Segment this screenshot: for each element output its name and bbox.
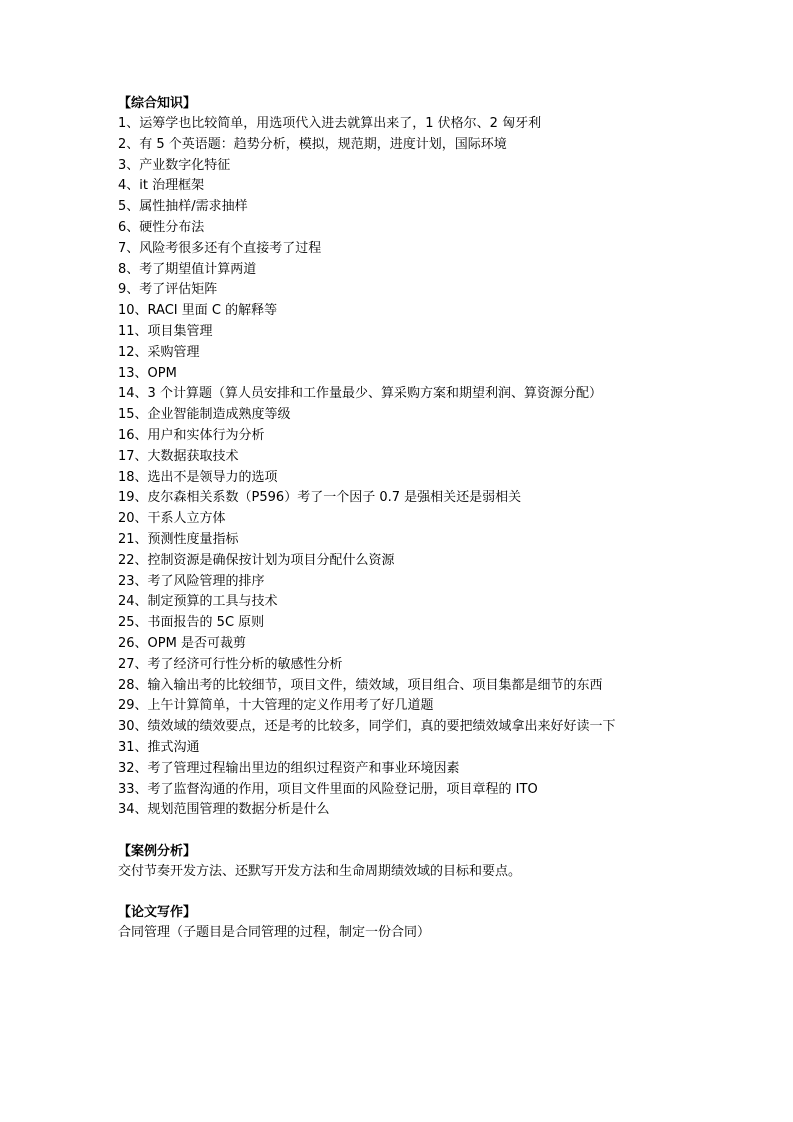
list-item: 2、有 5 个英语题：趋势分析，模拟，规范期，进度计划，国际环境: [118, 136, 507, 152]
list-item: 20、干系人立方体: [118, 511, 226, 527]
list-item: 31、推式沟通: [118, 739, 200, 755]
section-spacer: [118, 821, 758, 842]
list-item: 24、制定预算的工具与技术: [118, 594, 278, 610]
list-item: 17、大数据获取技术: [118, 448, 239, 464]
list-item: 23、考了风险管理的排序: [118, 573, 265, 589]
list-item: 7、风险考很多还有个直接考了过程: [118, 240, 322, 256]
list-item: 18、选出不是领导力的选项: [118, 469, 278, 485]
list-item: 30、绩效域的绩效要点，还是考的比较多，同学们，真的要把绩效域拿出来好好读一下: [118, 719, 616, 735]
list-item: 11、项目集管理: [118, 323, 213, 339]
essay-writing-text: 合同管理（子题目是合同管理的过程，制定一份合同）: [118, 925, 431, 941]
section-spacer: [118, 883, 758, 904]
list-item: 10、RACI 里面 C 的解释等: [118, 303, 278, 319]
document-page: [118, 94, 758, 944]
general-knowledge-list: [118, 114, 758, 821]
case-analysis-text: 交付节奏开发方法、还默写开发方法和生命周期绩效域的目标和要点。: [118, 863, 522, 879]
list-item: 25、书面报告的 5C 原则: [118, 615, 265, 631]
list-item: 28、输入输出考的比较细节，项目文件，绩效域，项目组合、项目集都是细节的东西: [118, 677, 603, 693]
section-heading-essay: 【论文写作】: [118, 905, 197, 921]
list-item: 1、运筹学也比较简单，用选项代入进去就算出来了，1 伏格尔、2 匈牙利: [118, 116, 542, 131]
list-item: 33、考了监督沟通的作用，项目文件里面的风险登记册，项目章程的 ITO: [118, 781, 538, 797]
list-item: 8、考了期望值计算两道: [118, 261, 257, 277]
list-item: 5、属性抽样/需求抽样: [118, 199, 248, 215]
list-item: 19、皮尔森相关系数（P596）考了一个因子 0.7 是强相关还是弱相关: [118, 490, 522, 506]
list-item: 16、用户和实体行为分析: [118, 427, 265, 443]
list-item: 4、it 治理框架: [118, 178, 205, 194]
list-item: 21、预测性度量指标: [118, 531, 239, 547]
list-item: 26、OPM 是否可裁剪: [118, 635, 246, 651]
list-item: 14、3 个计算题（算人员安排和工作量最少、算采购方案和期望利润、算资源分配）: [118, 386, 602, 402]
list-item: 9、考了评估矩阵: [118, 282, 218, 298]
list-item: 12、采购管理: [118, 344, 200, 360]
list-item: 15、企业智能制造成熟度等级: [118, 407, 291, 423]
list-item: 6、硬性分布法: [118, 219, 205, 235]
section-heading-general: 【综合知识】: [118, 96, 197, 111]
list-item: 22、控制资源是确保按计划为项目分配什么资源: [118, 552, 395, 568]
list-item: 13、OPM: [118, 365, 177, 381]
list-item: 27、考了经济可行性分析的敏感性分析: [118, 656, 343, 672]
section-heading-case: 【案例分析】: [118, 843, 197, 859]
list-item: 34、规划范围管理的数据分析是什么: [118, 802, 330, 818]
list-item: 32、考了管理过程输出里边的组织过程资产和事业环境因素: [118, 760, 460, 776]
list-item: 29、上午计算简单，十大管理的定义作用考了好几道题: [118, 698, 434, 714]
list-item: 3、产业数字化特征: [118, 157, 231, 173]
